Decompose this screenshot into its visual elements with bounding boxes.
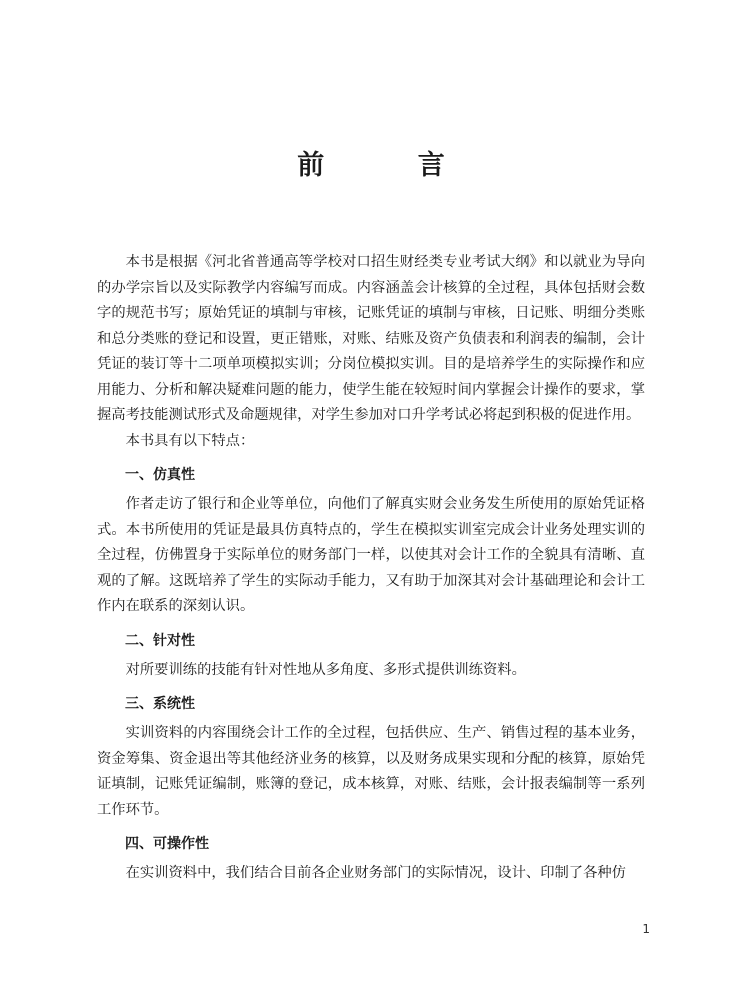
section-operability <box>97 832 645 887</box>
section-paragraph: 实训资料的内容围绕会计工作的全过程，包括供应、生产、销售过程的基本业务，资金筹集、资金退出等其他经济业务的核算，以及财务成果实现和分配的核算，原始凭证填制，记账凭证编制，账簿的登记，成本核算，对账、结账，会计报表编制等一系列工作环节。 <box>97 725 645 818</box>
section-pertinence <box>97 629 645 684</box>
features-intro-paragraph: 本书具有以下特点： <box>125 432 255 449</box>
section-heading: 三、系统性 <box>125 696 195 712</box>
section-paragraph: 在实训资料中，我们结合目前各企业财务部门的实际情况，设计、印制了各种仿 <box>125 865 626 881</box>
body-text <box>97 250 645 887</box>
section-heading: 二、针对性 <box>125 632 195 649</box>
section-systematic <box>97 692 645 823</box>
section-paragraph: 作者走访了银行和企业等单位，向他们了解真实财会业务发生所使用的原始凭证格式。本书所使用的凭证是最具仿真特点的，学生在模拟实训室完成会计业务处理实训的全过程，仿佛置身于实际单位的财务部门一样，以使其对会计工作的全貌具有清晰、直观的了解。这既培养了学生的实际动手能力，又有助于加深其对会计基础理论和会计工作内在联系的深刻认识。 <box>97 496 645 614</box>
section-paragraph: 对所要训练的技能有针对性地从多角度、多形式提供训练资料。 <box>125 661 526 678</box>
intro-paragraph: 本书是根据《河北省普通高等学校对口招生财经类专业考试大纲》和以就业为导向的办学宗旨以及实际教学内容编写而成。内容涵盖会计核算的全过程，具体包括财会数字的规范书写；原始凭证的填制与审核，记账凭证的填制与审核，日记账、明细分类账和总分类账的登记和设置，更正错账，对账、结账及资产负债表和利润表的编制，会计凭证的装订等十二项单项模拟实训；分岗位模拟实训。目的是培养学生的实际操作和应用能力、分析和解决疑难问题的能力，使学生能在较短时间内掌握会计操作的要求，掌握高考技能测试形式及命题规律，对学生参加对口升学考试必将起到积极的促进作用。 <box>97 254 645 423</box>
section-realism <box>97 463 645 620</box>
section-heading: 一、仿真性 <box>125 467 195 483</box>
page-title: 前 言 <box>297 150 487 181</box>
page-number: 1 <box>642 922 650 936</box>
section-heading: 四、可操作性 <box>125 836 209 852</box>
